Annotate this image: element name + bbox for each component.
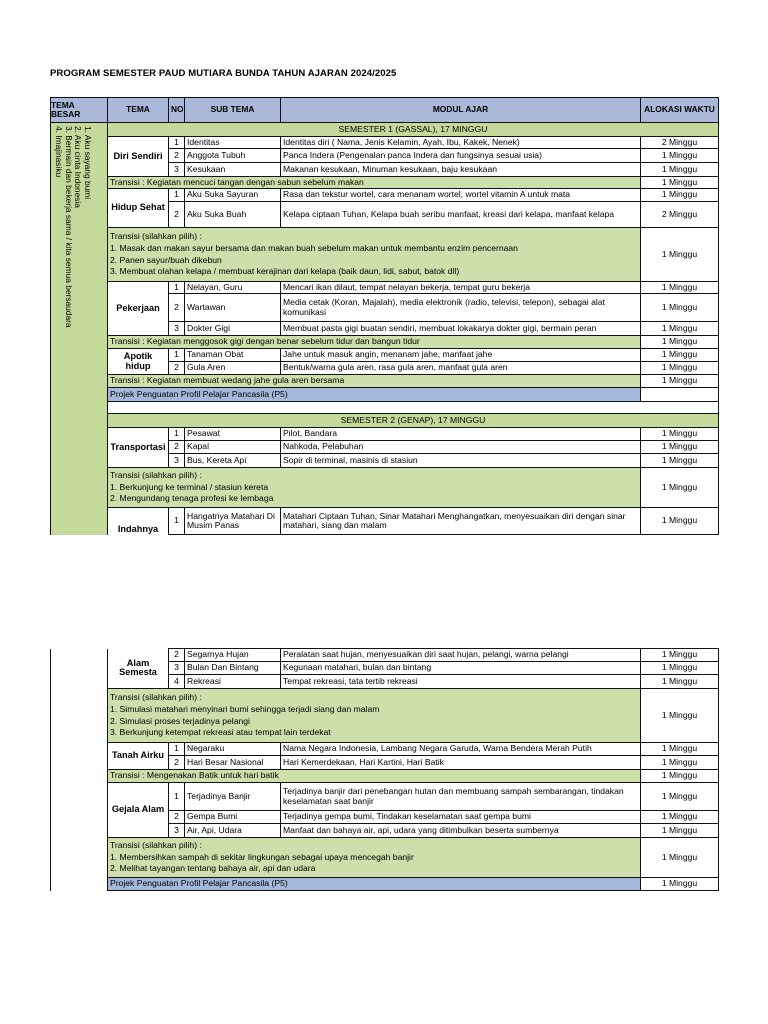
sub-tema-cell: Pesawat: [185, 428, 281, 441]
modul-cell: Manfaat dan bahaya air, api, udara yang ditimbulkan beserta sumbernya: [281, 824, 641, 838]
alokasi-cell: 1 Minggu: [641, 662, 719, 675]
no-cell: 3: [169, 322, 185, 336]
transisi-line: Transisi (silahkan pilih) :: [110, 230, 202, 241]
spacer-row: [51, 402, 719, 414]
transisi-row: [51, 838, 719, 878]
alokasi-cell: 1 Minggu: [641, 149, 719, 163]
alokasi-cell: 1 Minggu: [641, 675, 719, 689]
sub-tema-cell: Aku Suka Sayuran: [185, 189, 281, 202]
alokasi-cell: 1 Minggu: [641, 189, 719, 202]
transisi-row: [51, 228, 719, 282]
header-sub-tema: SUB TEMA: [185, 98, 281, 123]
no-cell: 2: [169, 811, 185, 824]
alokasi-cell: 1 Minggu: [641, 375, 719, 388]
transisi-line: 1. Membersihkan sampah di sekitar lingkungan sebagai upaya mencegah banjir: [110, 851, 414, 862]
sub-tema-cell: Segarnya Hujan: [185, 649, 281, 662]
modul-cell: Identitas diri ( Nama, Jenis Kelamin, Ayah, Ibu, Kakek, Nenek): [281, 137, 641, 149]
no-cell: 1: [169, 783, 185, 811]
table-header-row: [51, 98, 719, 123]
modul-cell: Makanan kesukaan, Minuman kesukaan, baju kesukaan: [281, 163, 641, 177]
modul-cell: Mencari ikan dilaut, tempat nelayan bekerja, tempat guru bekerja: [281, 282, 641, 294]
header-tema: TEMA: [108, 98, 169, 123]
table-row: [51, 189, 719, 202]
alokasi-cell: 1 Minggu: [641, 336, 719, 349]
no-cell: 2: [169, 756, 185, 770]
no-cell: 3: [169, 454, 185, 468]
sub-tema-cell: Kesukaan: [185, 163, 281, 177]
no-cell: 2: [169, 149, 185, 163]
modul-cell: Media cetak (Koran, Majalah), media elektronik (radio, televisi, telepon), sebagai alat komunikasi: [281, 294, 641, 322]
alokasi-cell: 1 Minggu: [641, 322, 719, 336]
transisi-row: [51, 375, 719, 388]
table-row: [51, 428, 719, 441]
transisi-row: [51, 689, 719, 743]
transisi-cell: [108, 689, 641, 743]
semester-2-label: SEMESTER 2 (GENAP), 17 MINGGU: [108, 414, 719, 428]
transisi-line: 2. Panen sayur/buah dikebun: [110, 254, 222, 265]
sub-tema-cell: Terjadinya Banjir: [185, 783, 281, 811]
tema-besar-cell: [51, 649, 108, 891]
no-cell: 1: [169, 137, 185, 149]
modul-cell: Kelapa ciptaan Tuhan, Kelapa buah seribu manfaat, kreasi dari kelapa, manfaat kelapa: [281, 202, 641, 228]
p5-cell: Projek Penguatan Profil Pelajar Pancasila (P5): [108, 388, 641, 402]
modul-cell: Hari Kemerdekaan, Hari Kartini, Hari Batik: [281, 756, 641, 770]
alokasi-cell: 1 Minggu: [641, 441, 719, 454]
table-row: [51, 349, 719, 362]
transisi-line: 3. Berkunjung ketempat rekreasi atau tempat lain terdekat: [110, 727, 331, 738]
alokasi-cell: 1 Minggu: [641, 743, 719, 756]
header-no: NO: [169, 98, 185, 123]
spacer-cell: [108, 402, 719, 414]
transisi-cell: [108, 838, 641, 878]
modul-cell: Pilot, Bandara: [281, 428, 641, 441]
transisi-line: Transisi (silahkan pilih) :: [110, 691, 202, 702]
tema-cell: Alam Semesta: [108, 649, 169, 689]
modul-cell: Rasa dan tekstur wortel, cara menanam wortel, wortel vitamin A untuk mata: [281, 189, 641, 202]
tema-label: Indahnya: [117, 524, 159, 534]
tema-cell: [108, 508, 169, 535]
modul-cell: Nama Negara Indonesia, Lambang Negara Garuda, Warna Bendera Merah Putih: [281, 743, 641, 756]
transisi-line: 1. Simulasi matahari menyinari bumi sehingga terjadi siang dan malam: [110, 703, 380, 714]
sub-tema-cell: Bulan Dan Bintang: [185, 662, 281, 675]
header-alokasi-waktu: ALOKASI WAKTU: [641, 98, 719, 123]
table-row: [51, 137, 719, 149]
header-modul-ajar: MODUL AJAR: [281, 98, 641, 123]
sub-tema-cell: Aku Suka Buah: [185, 202, 281, 228]
tema-cell: Hidup Sehat: [108, 189, 169, 228]
no-cell: 2: [169, 294, 185, 322]
alokasi-cell: 1 Minggu: [641, 824, 719, 838]
sub-tema-cell: Hari Besar Nasional: [185, 756, 281, 770]
sub-tema-cell: Rekreasi: [185, 675, 281, 689]
modul-cell: Nahkoda, Pelabuhan: [281, 441, 641, 454]
sub-tema-cell: Dokter Gigi: [185, 322, 281, 336]
table-row: [51, 783, 719, 811]
transisi-cell: Transisi : Kegiatan membuat wedang jahe gula aren bersama: [108, 375, 641, 388]
transisi-line: 2. Mengundang tenaga profesi ke lembaga: [110, 493, 274, 504]
tema-cell: Apotik hidup: [108, 349, 169, 375]
modul-cell: Terjadinya banjir dari penebangan hutan dan membuang sampah sembarangan, tindakan keselamatan saat banjir: [281, 783, 641, 811]
alokasi-cell: 1 Minggu: [641, 177, 719, 189]
transisi-cell: Transisi : Mengenakan Batik untuk hari batik: [108, 770, 641, 783]
alokasi-cell: 1 Minggu: [641, 454, 719, 468]
transisi-line: 2. Melihat tayangan tentang bahaya air, api dan udara: [110, 863, 316, 874]
sub-tema-cell: Anggota Tubuh: [185, 149, 281, 163]
semester-1-label: SEMESTER 1 (GASSAL), 17 MINGGU: [108, 123, 719, 137]
sub-tema-cell: Negaraku: [185, 743, 281, 756]
tema-besar-list: [54, 126, 92, 328]
no-cell: 2: [169, 649, 185, 662]
no-cell: 1: [169, 508, 185, 535]
sub-tema-cell: Kapal: [185, 441, 281, 454]
tema-besar-item: 2. Aku cinta Indonesia: [73, 126, 84, 208]
alokasi-cell: 1 Minggu: [641, 756, 719, 770]
sub-tema-cell: Wartawan: [185, 294, 281, 322]
transisi-line: 3. Membuat olahan kelapa / membuat kerajinan dari kelapa (baik daun, lidi, sabut, batok dll): [110, 266, 460, 277]
modul-cell: Membuat pasta gigi buatan sendiri, membuat lokakarya dokter gigi, bermain peran: [281, 322, 641, 336]
modul-cell: Panca Indera (Pengenalan panca Indera dan fungsinya sesuai usia): [281, 149, 641, 163]
table-row: [51, 282, 719, 294]
no-cell: 4: [169, 675, 185, 689]
no-cell: 1: [169, 189, 185, 202]
modul-cell: Peralatan saat hujan, menyesuaikan diri saat hujan, pelangi, warna pelangi: [281, 649, 641, 662]
no-cell: 1: [169, 282, 185, 294]
sub-tema-cell: Gula Aren: [185, 362, 281, 375]
transisi-row: [51, 468, 719, 508]
transisi-row: [51, 770, 719, 783]
no-cell: 3: [169, 163, 185, 177]
no-cell: 1: [169, 428, 185, 441]
alokasi-cell: 1 Minggu: [641, 282, 719, 294]
alokasi-cell: 1 Minggu: [641, 811, 719, 824]
document-title: PROGRAM SEMESTER PAUD MUTIARA BUNDA TAHUN AJARAN 2024/2025: [50, 68, 397, 79]
modul-cell: Matahari Ciptaan Tuhan, Sinar Matahari Menghangatkan, menyesuaikan diri dengan sinar matahari, siang dan malam: [281, 508, 641, 535]
tema-besar-item: 4. Imajinasiku: [54, 126, 65, 178]
alokasi-cell: 1 Minggu: [641, 163, 719, 177]
transisi-line: 1. Masak dan makan sayur bersama dan makan buah sebelum makan untuk membantu enzim pencernaan: [110, 242, 518, 253]
sub-tema-cell: Identitas: [185, 137, 281, 149]
table-row: [51, 649, 719, 662]
modul-cell: Kegunaan matahari, bulan dan bintang: [281, 662, 641, 675]
tema-cell: Pekerjaan: [108, 282, 169, 336]
tema-cell: Tanah Airku: [108, 743, 169, 770]
transisi-line: Transisi (silahkan pilih) :: [110, 469, 202, 480]
tema-besar-item: 3. Bermain dan bekerja sama / kita semua bersaudara: [63, 126, 74, 328]
modul-cell: Tempat rekreasi, tata tertib rekreasi: [281, 675, 641, 689]
alokasi-cell: 1 Minggu: [641, 878, 719, 891]
no-cell: 3: [169, 824, 185, 838]
p5-cell: Projek Penguatan Profil Pelajar Pancasila (P5): [108, 878, 641, 891]
sub-tema-cell: Tanaman Obat: [185, 349, 281, 362]
alokasi-cell: [641, 388, 719, 402]
alokasi-cell: 1 Minggu: [641, 228, 719, 282]
modul-cell: Terjadinya gempa bumi, Tindakan keselamatan saat gempa bumi: [281, 811, 641, 824]
alokasi-cell: 1 Minggu: [641, 838, 719, 878]
table-row: [51, 508, 719, 535]
sub-tema-cell: Hangatnya Matahari Di Musim Panas: [185, 508, 281, 535]
sub-tema-cell: Air, Api, Udara: [185, 824, 281, 838]
alokasi-cell: 1 Minggu: [641, 294, 719, 322]
program-semester-table: [50, 97, 719, 535]
p5-row: [51, 878, 719, 891]
no-cell: 2: [169, 202, 185, 228]
tema-cell: Transportasi: [108, 428, 169, 468]
tema-cell: Gejala Alam: [108, 783, 169, 838]
no-cell: 2: [169, 362, 185, 375]
tema-cell: Diri Sendiri: [108, 137, 169, 177]
p5-row: [51, 388, 719, 402]
transisi-cell: Transisi : Kegiatan menggosok gigi dengan benar sebelum tidur dan bangun tidur: [108, 336, 641, 349]
modul-cell: Jahe untuk masuk angin, menanam jahe, manfaat jahe: [281, 349, 641, 362]
semester-row: [51, 123, 719, 137]
transisi-row: [51, 336, 719, 349]
program-semester-table-continued: [50, 648, 719, 891]
alokasi-cell: 2 Minggu: [641, 137, 719, 149]
alokasi-cell: 1 Minggu: [641, 428, 719, 441]
transisi-line: Transisi (silahkan pilih) :: [110, 839, 202, 850]
semester-row: [51, 414, 719, 428]
transisi-cell: Transisi : Kegiatan mencuci tangan dengan sabun sebelum makan: [108, 177, 641, 189]
table-row: [51, 743, 719, 756]
alokasi-cell: 1 Minggu: [641, 349, 719, 362]
alokasi-cell: 1 Minggu: [641, 649, 719, 662]
alokasi-cell: 1 Minggu: [641, 468, 719, 508]
modul-cell: Sopir di terminal, masinis di stasiun: [281, 454, 641, 468]
transisi-cell: [108, 468, 641, 508]
no-cell: 1: [169, 743, 185, 756]
sub-tema-cell: Nelayan, Guru: [185, 282, 281, 294]
no-cell: 1: [169, 349, 185, 362]
alokasi-cell: 1 Minggu: [641, 362, 719, 375]
transisi-line: 2. Simulasi proses terjadinya pelangi: [110, 715, 250, 726]
alokasi-cell: 2 Minggu: [641, 202, 719, 228]
transisi-line: 1. Berkunjung ke terminal / stasiun kereta: [110, 481, 269, 492]
transisi-row: [51, 177, 719, 189]
alokasi-cell: 1 Minggu: [641, 689, 719, 743]
sub-tema-cell: Bus, Kereta Api: [185, 454, 281, 468]
alokasi-cell: 1 Minggu: [641, 770, 719, 783]
tema-besar-item: 1. Aku sayang bumi: [83, 126, 93, 200]
sub-tema-cell: Gempa Bumi: [185, 811, 281, 824]
no-cell: 3: [169, 662, 185, 675]
transisi-cell: [108, 228, 641, 282]
no-cell: 2: [169, 441, 185, 454]
modul-cell: Bentuk/warna gula aren, rasa gula aren, manfaat gula aren: [281, 362, 641, 375]
header-tema-besar: TEMA BESAR: [51, 98, 108, 123]
alokasi-cell: 1 Minggu: [641, 783, 719, 811]
alokasi-cell: 1 Minggu: [641, 508, 719, 535]
